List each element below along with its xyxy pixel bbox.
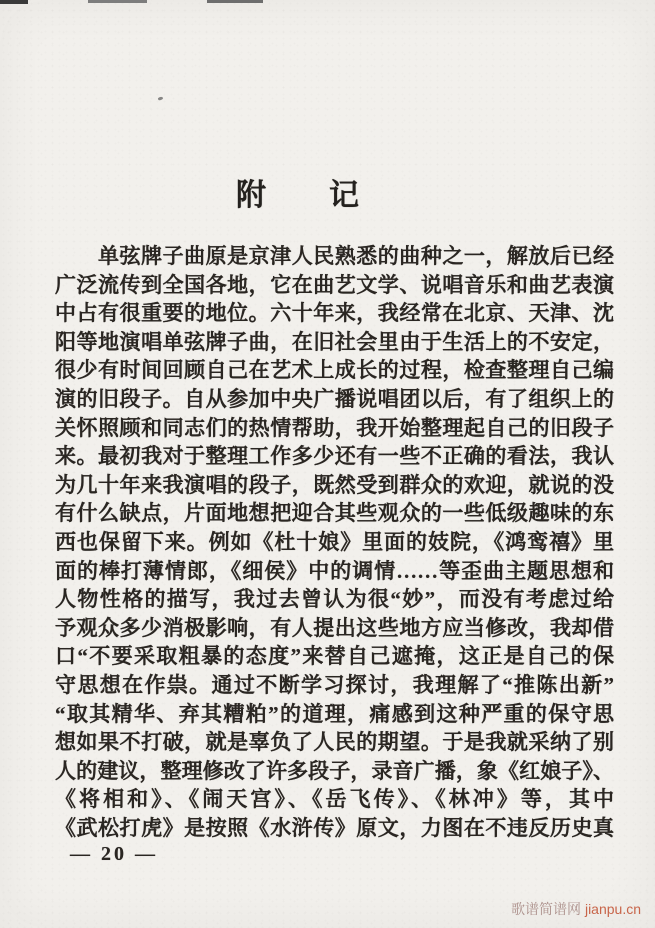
page-number: — 20 —	[70, 843, 158, 865]
text-line: 西也保留下来。例如《杜十娘》里面的妓院，《鸿鸾禧》里	[55, 529, 614, 554]
text-line: 想如果不打破，就是辜负了人民的期望。于是我就采纳了别	[55, 730, 614, 755]
text-line: 《武松打虎》是按照《水浒传》原文，力图在不违反历史真	[55, 815, 614, 840]
text-line: 口“不要采取粗暴的态度”来替自己遮掩，这正是自己的保	[55, 644, 614, 669]
text-line: 为几十年来我演唱的段子，既然受到群众的欢迎，就说的没	[55, 472, 614, 497]
text-line: 面的棒打薄情郎，《细侯》中的调情……等歪曲主题思想和	[55, 558, 614, 583]
text-line: 有什么缺点，片面地想把迎合其些观众的一些低级趣味的东	[55, 501, 614, 526]
text-line: “取其精华、弃其糟粕”的道理，痛感到这种严重的保守思	[55, 701, 614, 726]
text-line: 演的旧段子。自从参加中央广播说唱团以后，有了组织上的	[55, 386, 614, 411]
text-line: 单弦牌子曲原是京津人民熟悉的曲种之一，解放后已经	[98, 244, 614, 268]
scan-artifact-bar	[207, 0, 263, 3]
watermark-site-name: 歌谱简谱网	[511, 901, 585, 917]
text-line: 予观众多少消极影响，有人提出这些地方应当修改，我却借	[55, 615, 614, 640]
page-title: 附 记	[236, 179, 360, 212]
text-line: 人物性格的描写，我过去曾认为很“妙”，而没有考虑过给	[55, 587, 614, 612]
scan-artifact-bar	[0, 0, 28, 4]
scan-speck	[158, 96, 164, 101]
text-line: 阳等地演唱单弦牌子曲，在旧社会里由于生活上的不安定，	[55, 329, 614, 354]
text-line: 很少有时间回顾自己在艺术上成长的过程，检查整理自己编	[55, 358, 614, 383]
watermark-site-url: jianpu.cn	[584, 901, 641, 917]
text-line: 守思想在作祟。通过不断学习探讨，我理解了“推陈出新”	[55, 672, 614, 697]
text-line: 广泛流传到全国各地，它在曲艺文学、说唱音乐和曲艺表演	[55, 272, 614, 297]
text-line: 《将相和》、《闹天宫》、《岳飞传》、《林冲》等，其中	[55, 787, 614, 812]
text-line: 人的建议，整理修改了许多段子，录音广播，象《红娘子》、	[55, 758, 614, 783]
watermark	[511, 899, 641, 919]
scan-artifact-bar	[88, 0, 147, 3]
body-paragraph	[55, 242, 614, 842]
text-line: 来。最初我对于整理工作多少还有一些不正确的看法，我认	[55, 444, 614, 469]
text-line: 关怀照顾和同志们的热情帮助，我开始整理起自己的旧段子	[55, 415, 614, 440]
text-line: 中占有很重要的地位。六十年来，我经常在北京、天津、沈	[55, 301, 614, 326]
